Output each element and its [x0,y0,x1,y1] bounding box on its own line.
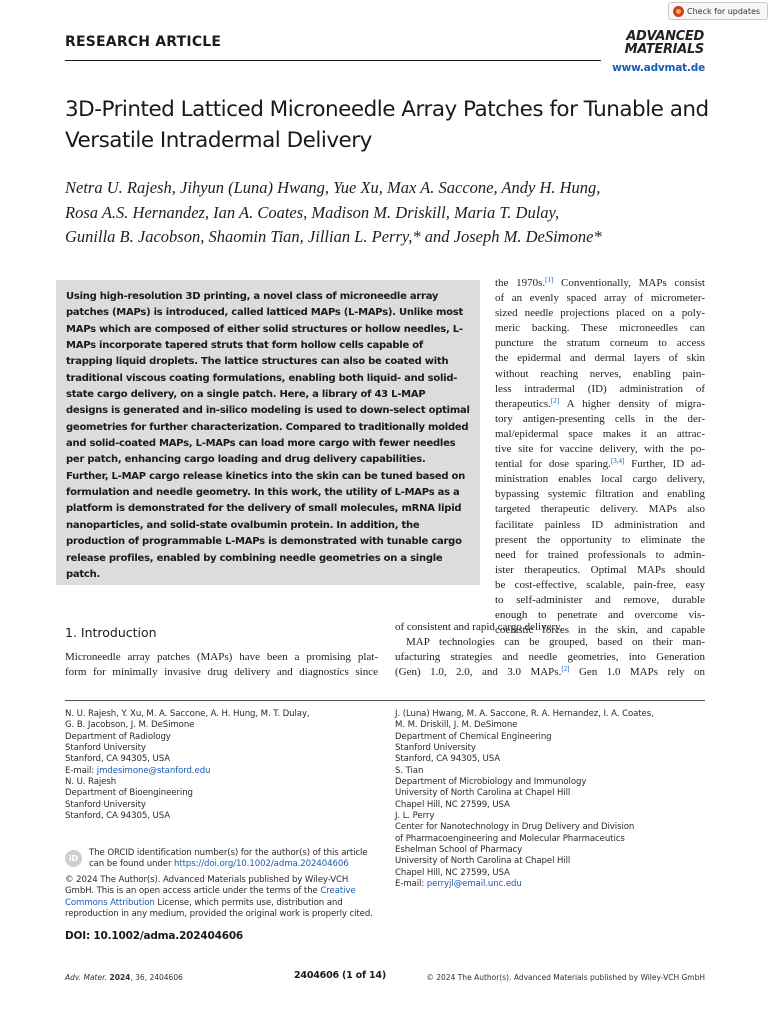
check-for-updates-button[interactable] [668,2,768,20]
affiliation-line: S. Tian [395,765,424,776]
body-line: facilitate painless ID administration and [495,518,705,531]
body-line: less intradermal (ID) administration of [495,382,705,395]
body-line: present the opportunity to eliminate the [495,533,705,546]
orcid-doi-link[interactable]: https://doi.org/10.1002/adma.202404606 [174,859,349,870]
affiliation-line: G. B. Jacobson, J. M. DeSimone [65,720,195,731]
affiliation-line: N. U. Rajesh, Y. Xu, M. A. Saccone, A. H. Hung, M. T. Dulay, [65,709,310,719]
body-line: Microneedle array patches (MAPs) have been a promising plat- [65,651,378,663]
body-line: the 1970s.[1] Conventionally, MAPs consist [495,276,705,289]
citation-link[interactable]: [3,4] [610,457,625,466]
body-line: be cost-effective, scalable, pain-free, easy [495,578,705,591]
orcid-text: The ORCID identification number(s) for the author(s) of this article can be found under https://doi.org/10.1002/adma.202404606 [89,848,368,870]
body-line: tential for dose sparing.[3,4] Further, ID ad- [495,457,705,471]
body-line: MAP technologies can be grouped, based on their man- [406,636,705,648]
affiliation-line: M. M. Driskill, J. M. DeSimone [395,720,518,731]
abstract-text: Using high-resolution 3D printing, a novel class of microneedle array patches (MAPs) is introduced, called latticed MAPs (L-MAPs). Unlike most MAPs which are composed of either solid structures or hollow needles, L-MAPs incorporate tapered struts that form hollow cells capable of trapping liquid droplets. The lattice structures can also be coated with traditional viscous coating formulations, enabling both liquid- and solid-state cargo delivery, on a single patch. Here, a library of 43 L-MAP designs is generated and in-silico modeling is used to down-select optimal geometries for further characterization. Compared to traditionally molded and solid-coated MAPs, L-MAPs can load more cargo with fewer needles per patch, enhancing cargo loading and drug delivery capabilities. Further, L-MAP cargo release kinetics into the skin can be tuned based on formulation and needle geometry. In this work, the utility of L-MAPs as a platform is demonstrated for the delivery of small molecules, mRNA lipid nanoparticles, and solid-state ovalbumin protein. In addition, the production of programmable L-MAPs is demonstrated with tunable cargo release profiles, enabled by combining needle geometries on a single patch. [66,291,470,580]
body-line: bypassing systemic filtration and enabling [495,488,705,501]
affiliation-line: Chapel Hill, NC 27599, USA [395,799,510,810]
affiliation-divider [65,700,705,701]
body-line: meric backing. These microneedles can [495,322,705,335]
journal-url-link[interactable]: www.advmat.de [612,62,705,74]
body-line: targeted therapeutic delivery. MAPs also [495,503,705,516]
affiliation-line: Stanford University [65,799,146,810]
affiliation-line: of Pharmacoengineering and Molecular Pharmaceutics [395,833,625,844]
affiliation-line: Stanford University [65,743,146,754]
body-line: ister therapeutics. Optimal MAPs should [495,563,705,576]
affiliation-line: J. (Luna) Hwang, M. A. Saccone, R. A. Hernandez, I. A. Coates, [395,709,654,719]
section-heading-introduction: 1. Introduction [65,625,157,640]
affiliation-line: Eshelman School of Pharmacy [395,845,523,856]
body-paragraph [395,635,705,680]
body-line: of an evenly spaced array of micrometer- [495,292,705,305]
body-line: tive site for vaccine delivery, with the po- [495,443,705,456]
page-number: 2404606 (1 of 14) [294,970,386,981]
body-line: ufacturing strategies and needle geometries, into Generation [395,651,705,664]
doi-label: DOI: 10.1002/adma.202404606 [65,930,244,942]
abstract-box [56,280,480,585]
email-link[interactable]: jmdesimone@stanford.edu [96,765,211,776]
section-label: RESEARCH ARTICLE [65,34,222,50]
affiliation-line: Stanford University [395,743,476,754]
body-line: tory antigen-presenting cells in the der- [495,412,705,425]
affiliation-line: N. U. Rajesh [65,777,117,788]
body-line: the epidermal and dermal layers of skin [495,352,705,365]
affiliations-right [395,709,705,891]
author-line: Rosa A.S. Hernandez, Ian A. Coates, Madison M. Driskill, Maria T. Dulay, [65,202,560,222]
check-for-updates-label: Check for updates [687,6,761,16]
affiliation-line: Department of Bioengineering [65,788,193,799]
intro-paragraph [65,650,378,680]
body-line: need for trained professionals to admin- [495,548,705,561]
affiliation-line: University of North Carolina at Chapel Hill [395,788,571,799]
body-line: mal/epidermal space makes it an attrac- [495,427,705,440]
citation-link[interactable]: [2] [550,396,560,405]
email-line: E-mail: perryjl@email.unc.edu [395,879,522,890]
orcid-icon: iD [65,850,82,867]
citation-link[interactable]: [2] [561,665,570,674]
affiliation-line: Department of Microbiology and Immunology [395,777,587,788]
check-for-updates-icon [673,6,684,17]
body-line: ministration enables local cargo delivery, [495,473,705,486]
affiliation-line: Chapel Hill, NC 27599, USA [395,867,510,878]
body-line: (Gen) 1.0, 2.0, and 3.0 MAPs.[2] Gen 1.0 MAPs rely on [395,665,705,679]
affiliation-line: Stanford, CA 94305, USA [395,754,501,765]
journal-logo-line2: MATERIALS [624,42,704,57]
creative-commons-link[interactable]: Commons Attribution [65,897,155,908]
header-divider [65,60,601,61]
affiliation-line: Center for Nanotechnology in Drug Delivery and Division [395,822,635,833]
body-line: sized needle projections placed on a poly- [495,307,705,320]
body-line: therapeutics.[2] A higher density of migra- [495,396,705,410]
citation-link[interactable]: [1] [545,276,554,284]
journal-logo [600,30,704,56]
author-line: Gunilla B. Jacobson, Shaomin Tian, Jillian L. Perry,* and Joseph M. DeSimone* [65,227,602,246]
affiliation-line: J. L. Perry [395,811,435,822]
journal-logo-line1: ADVANCED [626,29,704,44]
body-line: puncture the stratum corneum to access [495,337,705,350]
body-line: coelastic forces in the skin, and capable [495,624,705,637]
author-list [65,176,715,250]
footer-citation: Adv. Mater. 2024, 36, 2404606 [65,973,183,982]
affiliation-line: Stanford, CA 94305, USA [65,811,171,822]
body-line: without reaching nerves, enabling pain- [495,367,705,380]
body-line: enough to penetrate and overcome vis- [495,609,705,622]
affiliation-line: Stanford, CA 94305, USA [65,754,171,765]
article-title: 3D-Printed Latticed Microneedle Array Patches for Tunable and Versatile Intradermal Delivery [65,97,709,153]
affiliation-line: University of North Carolina at Chapel Hill [395,856,571,867]
body-column-right [495,276,705,638]
affiliation-line: Department of Radiology [65,731,171,742]
body-line: of consistent and rapid cargo delivery. [395,621,563,633]
email-link[interactable]: perryjl@email.unc.edu [426,879,522,890]
license-note: © 2024 The Author(s). Advanced Materials published by Wiley-VCH GmbH. This is an open access article under the terms of the Creative Commons Attribution License, which permits use, distribution and reproduction in any medium, provided the original work is properly cited. [65,875,373,920]
body-line: to self-administer and remove, durable [495,593,705,606]
affiliation-line: Department of Chemical Engineering [395,731,552,742]
creative-commons-link[interactable]: Creative [320,886,356,897]
email-line: E-mail: jmdesimone@stanford.edu [65,765,211,776]
body-line: form for minimally invasive drug delivery and diagnostics since [65,666,378,679]
affiliations-left [65,709,385,822]
author-line: Netra U. Rajesh, Jihyun (Luna) Hwang, Yue Xu, Max A. Saccone, Andy H. Hung, [65,178,601,197]
footer-copyright: © 2024 The Author(s). Advanced Materials published by Wiley-VCH GmbH [426,973,705,982]
